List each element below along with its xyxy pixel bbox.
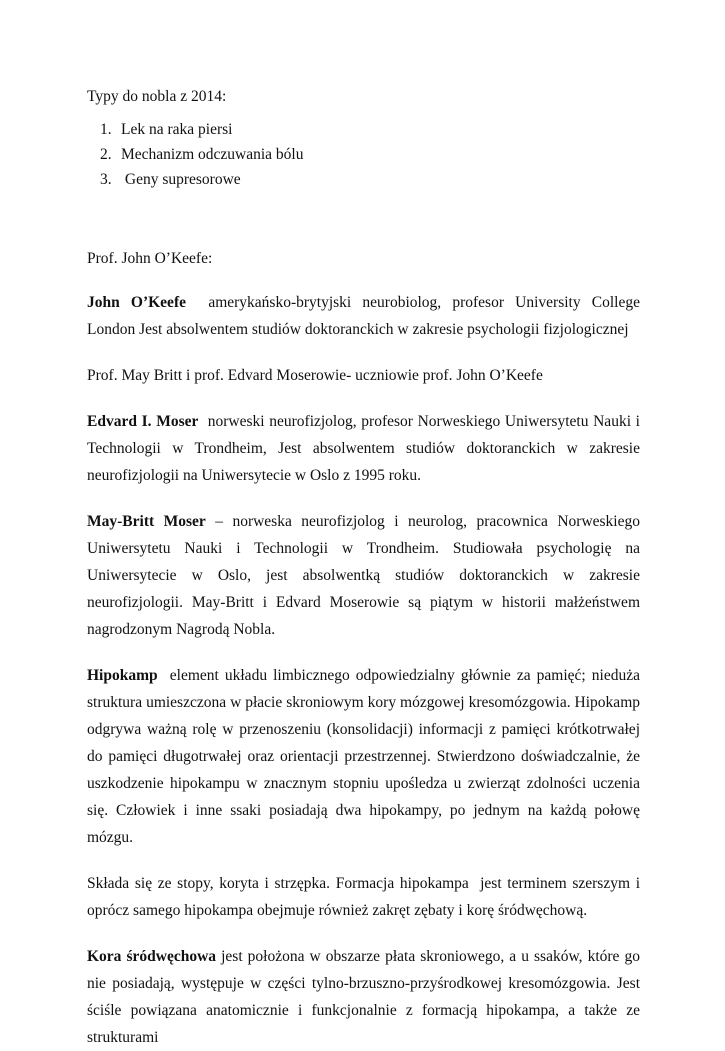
spacer	[87, 343, 640, 362]
list-item-number: 3.	[100, 171, 112, 188]
spacer	[87, 389, 640, 408]
list-item	[87, 117, 640, 142]
paragraph-moser-students: Prof. May Britt i prof. Edvard Moserowie- uczniowie prof. John O’Keefe	[87, 367, 543, 384]
list-item-number: 1.	[100, 121, 112, 138]
paragraph-text: – norweska neurofizjolog i neurolog, pracownica Norweskiego Uniwersytetu Nauki i Technologii w Trondheim. Studiowała psychologię na Uniwersytecie w Oslo, jest absolwentką studiów doktoranckich w zakresie neurofizjologii. May-Britt i Edvard Moserowie są piątym w historii małżeństwem nagrodzonym Nagrodą Nobla.	[87, 513, 640, 638]
document-body	[87, 85, 644, 1051]
term-hipokamp: Hipokamp	[87, 667, 158, 684]
term-kora-srodwechowa: Kora śródwęchowa	[87, 948, 217, 965]
list-item	[87, 167, 640, 192]
spacer	[87, 489, 640, 508]
paragraph-hipokamp	[87, 662, 644, 851]
paragraph-edvard-moser	[87, 408, 644, 489]
spacer	[87, 924, 640, 943]
paragraph-text: element układu limbicznego odpowiedzialny głównie za pamięć; nieduża struktura umieszczona w płacie skroniowym kory mózgowej kresomózgowia. Hipokamp odgrywa ważną rolę w przenoszeniu (konsolidacji) informacji z pamięci krótkotrwałej do pamięci długotrwałej oraz orientacji przestrzennej. Stwierdzono doświadczalnie, że uszkodzenie hipokampu w znacznym stopniu upośledza u zwierząt zdolności uczenia się. Człowiek i inne ssaki posiadają dwa hipokampy, po jednym na każdą połowę mózgu.	[87, 667, 644, 846]
list-item-text: Mechanizm odczuwania bólu	[121, 146, 304, 163]
paragraph-text: amerykańsko-brytyjski neurobiolog, profesor University College London Jest absolwentem studiów doktoranckich w zakresie psychologii fizjologicznej	[87, 294, 644, 338]
paragraph-text: norweski neurofizjolog, profesor Norweskiego Uniwersytetu Nauki i Technologii w Trondheim, Jest absolwentem studiów doktoranckich w zakresie neurofizjologii na Uniwersytecie w Oslo z 1995 roku.	[87, 413, 644, 484]
paragraph-hipokamp-structure: Składa się ze stopy, koryta i strzępka. Formacja hipokampa jest terminem szerszym i oprócz samego hipokampa obejmuje również zakręt zębaty i korę śródwęchową.	[87, 875, 644, 919]
list-item-number: 2.	[100, 146, 112, 163]
paragraph-text: jest położona w obszarze płata skroniowego, a u ssaków, które go nie posiadają, występuje w części tylno-brzuszno-przyśrodkowej kresomózgowia. Jest ściśle powiązana anatomicznie i funkcjonalnie z formacją hipokampa, a także ze strukturami	[87, 948, 640, 1046]
spacer	[87, 851, 640, 870]
list-item	[87, 142, 640, 167]
list-item-text: Geny supresorowe	[121, 171, 241, 188]
paragraph-may-britt-moser	[87, 508, 640, 643]
spacer	[87, 643, 640, 662]
list-item-text: Lek na raka piersi	[121, 121, 233, 138]
term-edvard-moser: Edvard I. Moser	[87, 413, 199, 430]
term-may-britt-moser: May-Britt Moser	[87, 513, 206, 530]
spacer	[87, 271, 640, 289]
paragraph-kora-srodwechowa	[87, 943, 640, 1051]
term-john-okeefe: John O’Keefe	[87, 294, 186, 311]
prof-okeefe-label: Prof. John O’Keefe:	[87, 250, 213, 267]
spacer	[87, 192, 640, 247]
paragraph-john-okeefe	[87, 289, 644, 343]
nobel-heading: Typy do nobla z 2014:	[87, 88, 227, 105]
nobel-types-list	[87, 117, 640, 192]
